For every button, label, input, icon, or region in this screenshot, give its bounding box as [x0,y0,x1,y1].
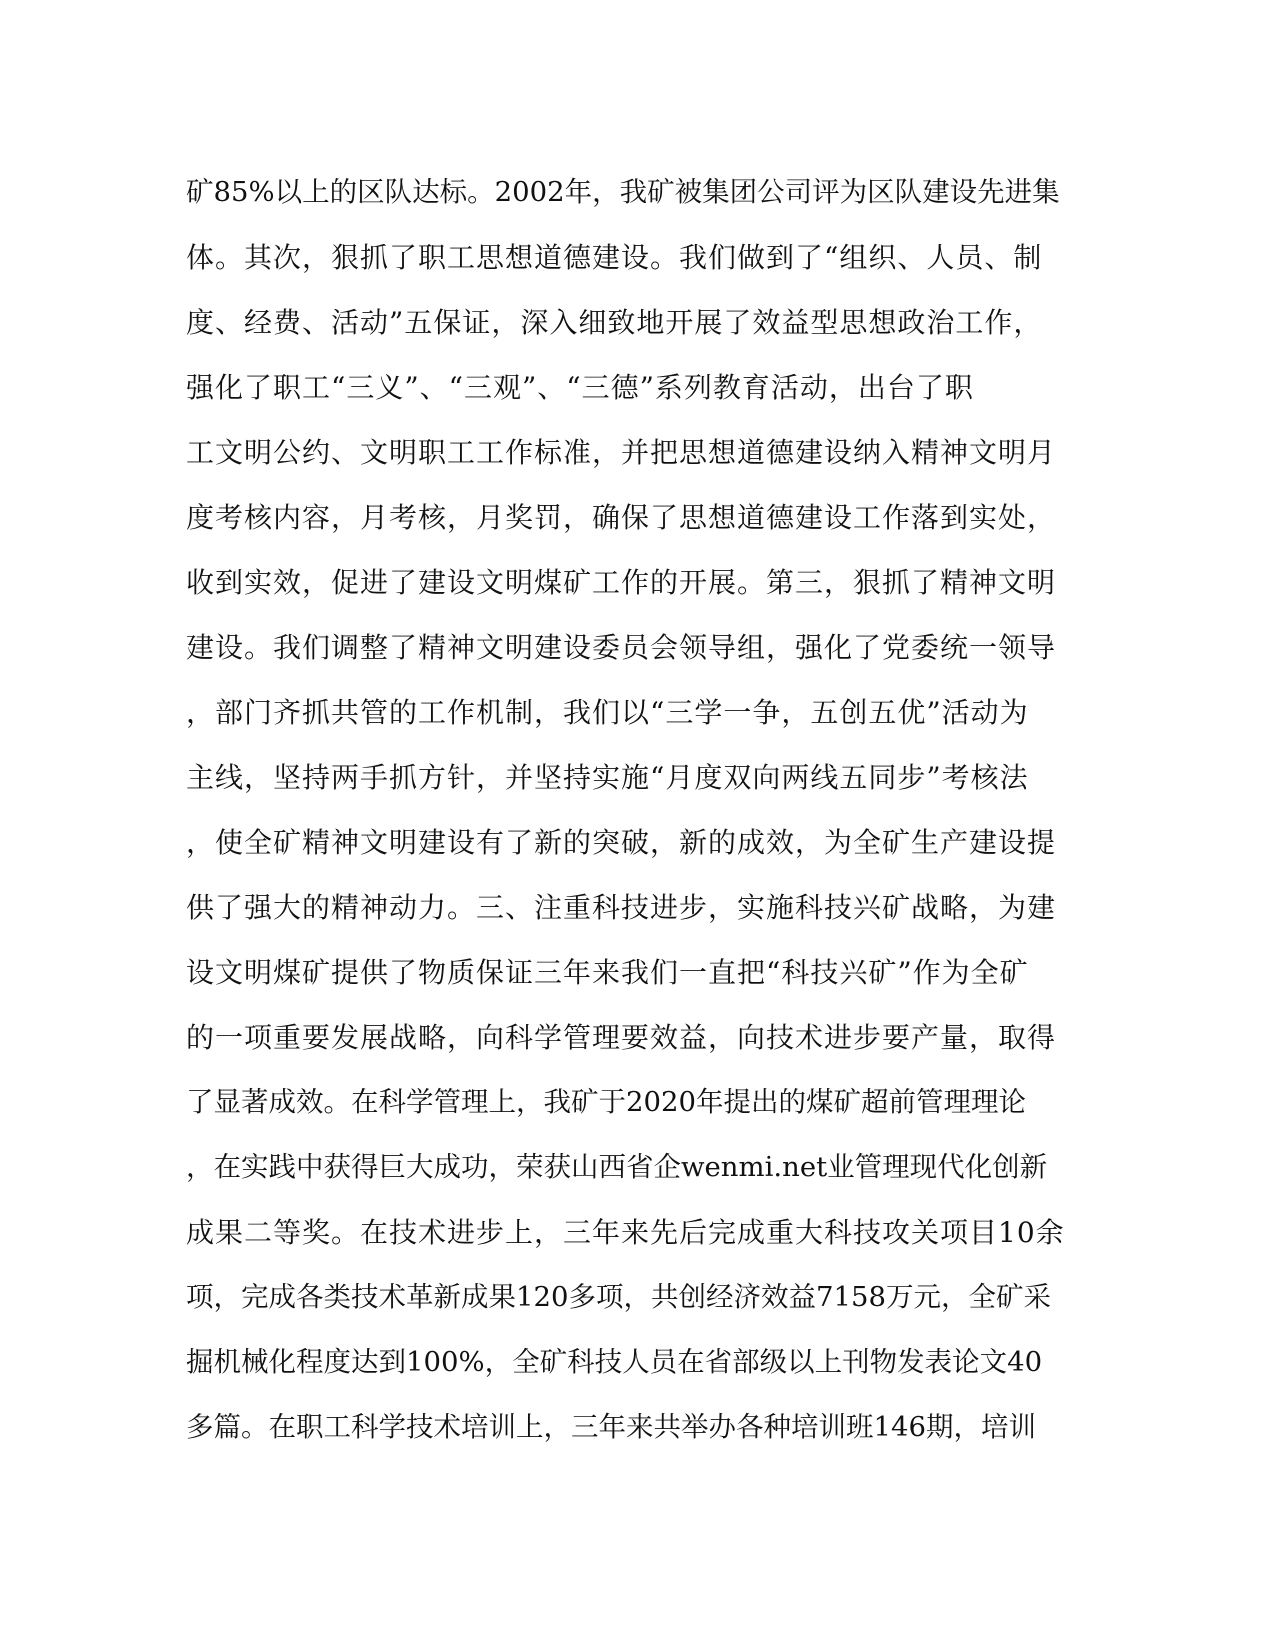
text-line: 的一项重要发展战略，向科学管理要效益，向技术进步要产量，取得 [186,1021,1057,1054]
body-text [186,160,1066,1460]
text-line: 体。其次，狠抓了职工思想道德建设。我们做到了“组织、人员、制 [186,241,1043,274]
text-line: 收到实效，促进了建设文明煤矿工作的开展。第三，狠抓了精神文明 [186,566,1057,599]
text-line: 设文明煤矿提供了物质保证三年来我们一直把“科技兴矿”作为全矿 [186,956,1029,989]
text-line: 矿85%以上的区队达标。2002年，我矿被集团公司评为区队建设先进集 [186,176,1060,208]
text-line: 强化了职工“三义”、“三观”、“三德”系列教育活动，出台了职 [186,371,974,404]
text-line: 建设。我们调整了精神文明建设委员会领导组，强化了党委统一领导 [186,631,1057,664]
text-line: ，使全矿精神文明建设有了新的突破，新的成效，为全矿生产建设提 [186,826,1057,859]
text-line: ，在实践中获得巨大成功，荣获山西省企wenmi.net业管理现代化创新 [186,1151,1048,1183]
text-line: 供了强大的精神动力。三、注重科技进步，实施科技兴矿战略，为建 [186,891,1057,924]
text-line: 主线，坚持两手抓方针，并坚持实施“月度双向两线五同步”考核法 [186,761,1029,794]
text-line: 度、经费、活动”五保证，深入细致地开展了效益型思想政治工作， [186,306,1043,339]
text-line: 工文明公约、文明职工工作标准，并把思想道德建设纳入精神文明月 [186,436,1057,469]
text-line: 项，完成各类技术革新成果120多项，共创经济效益7158万元，全矿采 [186,1281,1051,1313]
text-line: 掘机械化程度达到100%，全矿科技人员在省部级以上刊物发表论文40 [186,1346,1043,1378]
text-line: 多篇。在职工科学技术培训上，三年来共举办各种培训班146期，培训 [186,1411,1036,1443]
text-line: 成果二等奖。在技术进步上，三年来先后完成重大科技攻关项目10余 [186,1216,1065,1249]
text-line: ，部门齐抓共管的工作机制，我们以“三学一争，五创五优”活动为 [186,696,1029,729]
text-line: 了显著成效。在科学管理上，我矿于2020年提出的煤矿超前管理理论 [186,1086,1026,1118]
text-line: 度考核内容，月考核，月奖罚，确保了思想道德建设工作落到实处， [186,501,1057,534]
